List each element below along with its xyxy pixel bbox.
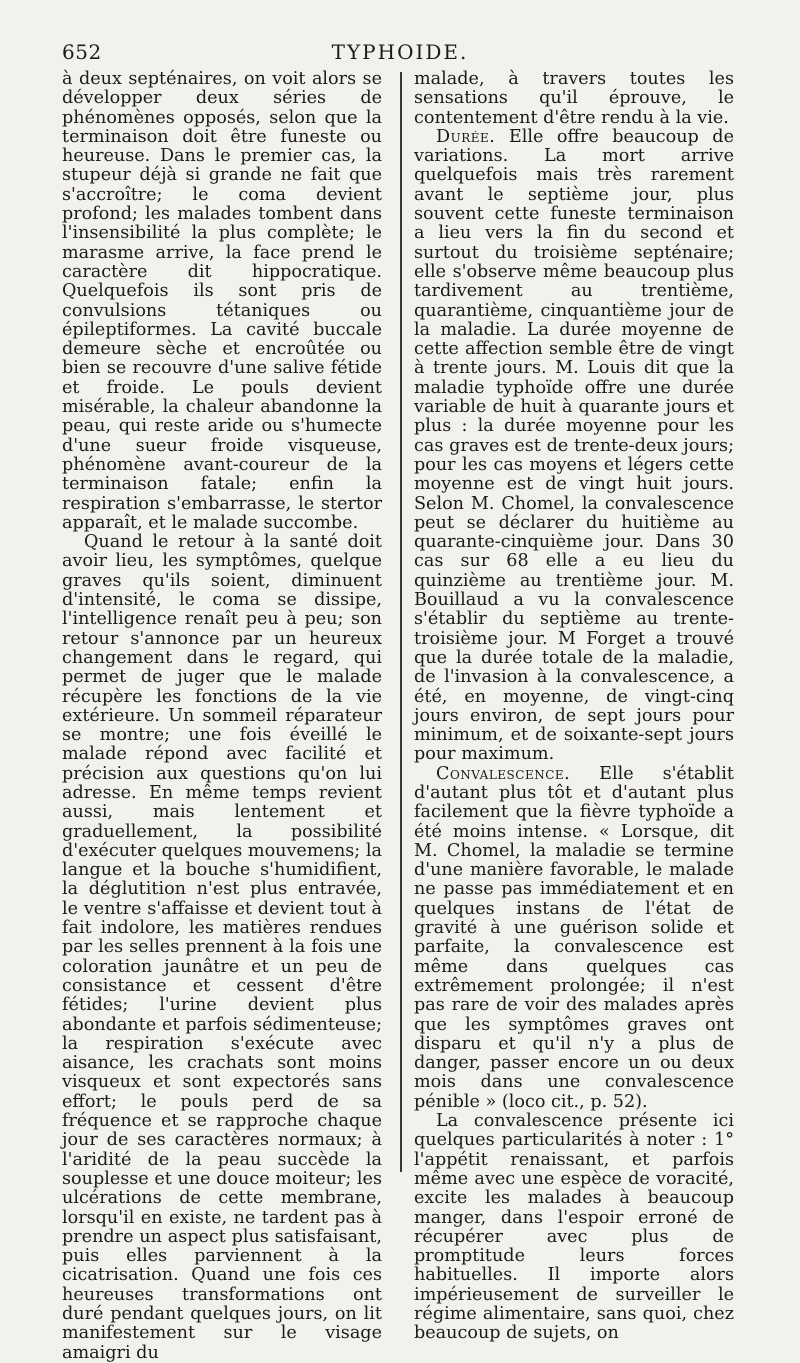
running-title: TYPHOIDE. — [331, 40, 469, 64]
paragraph — [62, 70, 382, 533]
paragraph-text: à deux septénaires, on voit alors se développer deux séries de phénomènes opposés, selon que la terminaison doit être funeste ou heureuse. Dans le premier cas, la stupeur déjà si grande ne fait que s'accroître; le coma devient profond; les malades tombent dans l'insensibilité la plus complète; le marasme arrive, la face prend le caractère dit hippocratique. Quelquefois ils sont pris de convulsions tétaniques ou épileptiformes. La cavité buccale demeure sèche et encroûtée ou bien se recouvre d'une salive fétide et froide. Le pouls devient misérable, la chaleur abandonne la peau, qui reste aride ou s'humecte d'une sueur froide visqueuse, phénomène avant-coureur de la terminaison fatale; enfin la respiration s'embarrasse, le stertor apparaît, et le malade succombe. — [62, 69, 382, 533]
column-divider — [400, 72, 402, 1172]
paragraph-text: malade, à travers toutes les sensations qu'il éprouve, le contentement d'être rendu à la vie. — [414, 69, 734, 128]
paragraph — [62, 533, 382, 1363]
section-lead: Convalescence. — [436, 763, 571, 784]
paragraph-text: Elle s'établit d'autant plus tôt et d'autant plus facilement que la fièvre typhoïde a été moins intense. « Lorsque, dit M. Chomel, la maladie se termine d'une manière favorable, le malade ne passe pas immédiatement et en quelques instans de l'état de gravité à une guérison solide et parfaite, la convalescence est même dans quelques cas extrêmement prolongée; il n'est pas rare de voir des malades après que les symptômes graves ont disparu et qu'il n'y a plus de danger, passer encore un ou deux mois dans une convalescence pénible » (loco cit., p. 52). — [414, 763, 734, 1112]
page-number: 652 — [62, 40, 102, 64]
paragraph — [414, 765, 734, 1112]
paragraph — [414, 70, 734, 128]
paragraph-text: Elle offre beaucoup de variations. La mort arrive quelquefois mais très rarement avant le septième jour, plus souvent cette funeste terminaison a lieu vers la fin du second et surtout du troisième septénaire; elle s'observe même beaucoup plus tardivement au trentième, quarantième, cinquantième jour de la maladie. La durée moyenne de cette affection semble être de vingt à trente jours. M. Louis dit que la maladie typhoïde offre une durée variable de huit à quarante jours et plus : la durée moyenne pour les cas graves est de trente-deux jours; pour les cas moyens et légers cette moyenne est de vingt huit jours. Selon M. Chomel, la convalescence peut se déclarer du huitième au quarante-cinquième jour. Dans 30 cas sur 68 elle a eu lieu du quinzième au trentième jour. M. Bouillaud a vu la convalescence s'établir du septième au trente-troisième jour. M Forget a trouvé que la durée totale de la maladie, de l'invasion à la convalescence, a été, en moyenne, de vingt-cinq jours environ, de sept jours pour minimum, et de soixante-sept jours pour maximum. — [414, 126, 734, 765]
right-column — [414, 70, 734, 1344]
paragraph-text: La convalescence présente ici quelques particularités à noter : 1° l'appétit renaissant, et parfois même avec une espèce de voracité, excite les malades à beaucoup manger, dans l'espoir erroné de récupérer avec plus de promptitude leurs forces habituelles. Il importe alors impérieusement de surveiller le régime alimentaire, sans quoi, chez beaucoup de sujets, on — [414, 1111, 734, 1344]
paragraph — [414, 128, 734, 765]
paragraph-text: Quand le retour à la santé doit avoir lieu, les symptômes, quelque graves qu'ils soient, diminuent d'intensité, le coma se dissipe, l'intelligence renaît peu à peu; son retour s'annonce par un heureux changement dans le regard, qui permet de juger que le malade récupère les fonctions de la vie extérieure. Un sommeil réparateur se montre; une fois éveillé le malade répond avec facilité et précision aux questions qu'on lui adresse. En même temps revient aussi, mais lentement et graduellement, la possibilité d'exécuter quelques mouvemens; la langue et la bouche s'humidifient, la déglutition n'est plus entravée, le ventre s'affaisse et devient tout à fait indolore, les matières rendues par les selles prennent à la fois une coloration jaunâtre et un peu de consistance et cessent d'être fétides; l'urine devient plus abondante et parfois sédimenteuse; la respiration s'exécute avec aisance, les crachats sont moins visqueux et sont expectorés sans effort; le pouls perd de sa fréquence et se rapproche chaque jour de ses caractères normaux; à l'aridité de la peau succède la souplesse et une douce moiteur; les ulcérations de cette membrane, lorsqu'il en existe, ne tardent pas à prendre un aspect plus satisfaisant, puis elles parviennent à la cicatrisation. Quand une fois ces heureuses transformations ont duré pendant quelques jours, on lit manifestement sur le visage amaigri du — [62, 532, 382, 1363]
paragraph — [414, 1112, 734, 1344]
left-column — [62, 70, 382, 1363]
section-lead: Durée. — [436, 126, 496, 147]
